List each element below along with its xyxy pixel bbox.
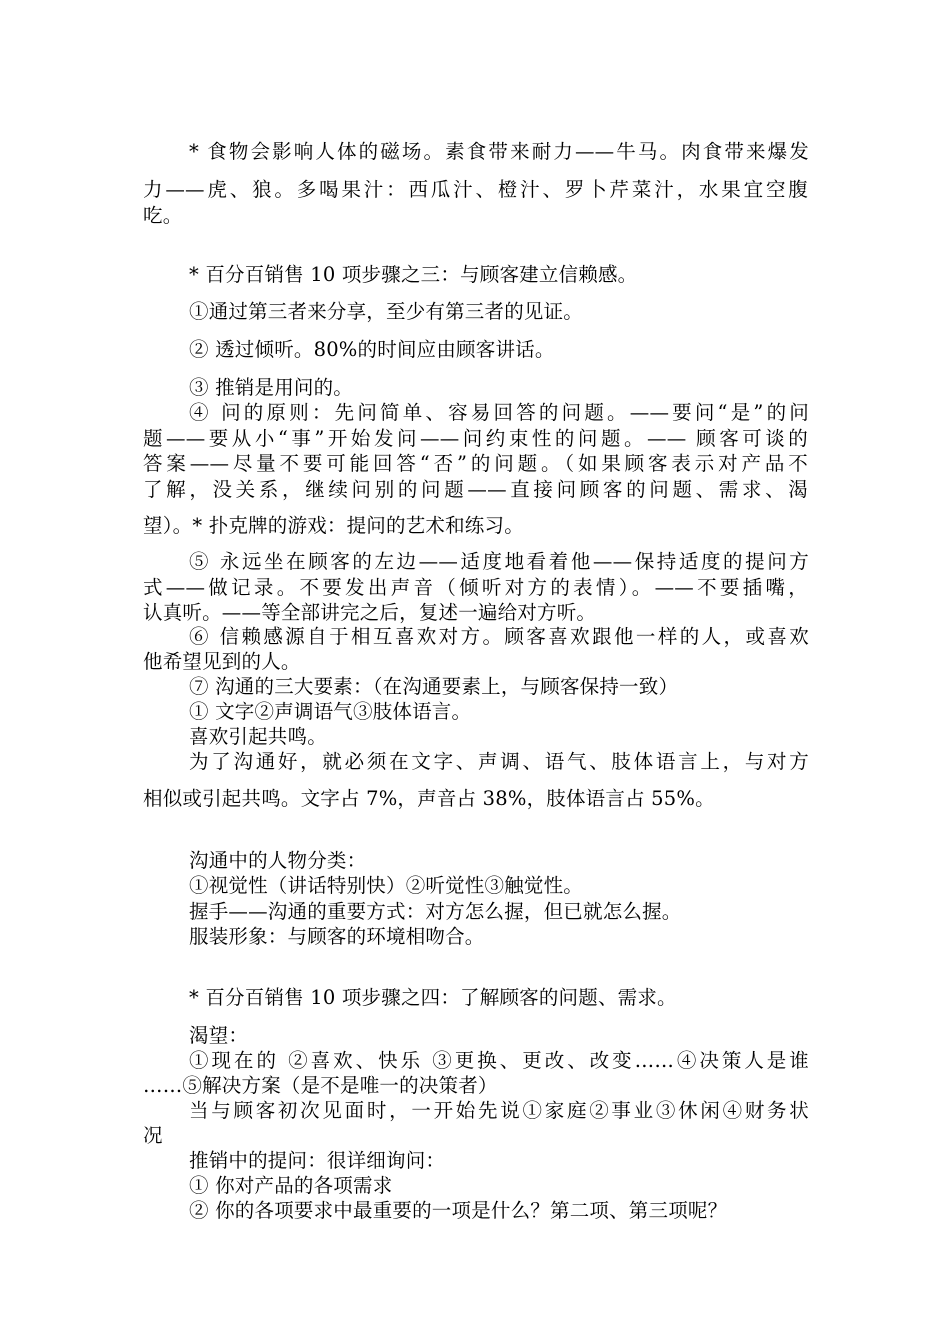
- text-line: ①通过第三者来分享，至少有第三者的见证。: [189, 300, 584, 323]
- text-line: 握手——沟通的重要方式：对方怎么握，但已就怎么握。: [189, 900, 682, 923]
- text-line: 望）。* 扑克牌的游戏：提问的艺术和练习。: [143, 514, 524, 537]
- text-line: 当与顾客初次见面时，一开始先说①家庭②事业③休闲④财务状: [189, 1099, 809, 1122]
- text-line: 他希望见到的人。: [143, 650, 301, 673]
- text-line: ①视觉性（讲话特别快）②听觉性③触觉性。: [189, 874, 584, 897]
- text-line: 题——要从小“事”开始发问——问约束性的问题。—— 顾客可谈的: [143, 427, 808, 450]
- text-line: 推销中的提问：很详细询问：: [189, 1149, 446, 1172]
- text-line: ⑥ 信赖感源自于相互喜欢对方。顾客喜欢跟他一样的人，或喜欢: [189, 625, 809, 648]
- text-line: ⑦ 沟通的三大要素：（在沟通要素上，与顾客保持一致）: [189, 675, 679, 698]
- text-line: 了解，没关系，继续问别的问题——直接问顾客的问题、需求、渴: [143, 478, 808, 501]
- text-line: ①现在的 ②喜欢、快乐 ③更换、更改、改变……④决策人是谁: [189, 1049, 809, 1072]
- text-line: 喜欢引起共鸣。: [189, 725, 327, 748]
- text-line: 服装形象：与顾客的环境相吻合。: [189, 925, 485, 948]
- text-line: 况: [143, 1124, 163, 1147]
- text-line: ② 透过倾听。80%的时间应由顾客讲话。: [189, 338, 555, 361]
- text-line: 答案——尽量不要可能回答“否”的问题。（如果顾客表示对产品不: [143, 452, 808, 475]
- text-line: 式——做记录。不要发出声音（倾听对方的表情）。——不要插嘴，: [143, 576, 808, 599]
- text-line: ……⑤解决方案（是不是唯一的决策者）: [143, 1074, 498, 1097]
- text-line: 力——虎、狼。多喝果汁：西瓜汁、橙汁、罗卜芹菜汁，水果宜空腹: [143, 178, 808, 201]
- text-line: ② 你的各项要求中最重要的一项是什么？第二项、第三项呢？: [189, 1199, 728, 1222]
- text-line: 沟通中的人物分类：: [189, 849, 367, 872]
- text-line: 吃。: [143, 204, 183, 227]
- section-heading: * 百分百销售 10 项步骤之四：了解顾客的问题、需求。: [189, 986, 677, 1009]
- section-heading: * 百分百销售 10 项步骤之三：与顾客建立信赖感。: [189, 263, 638, 286]
- text-line: ⑤ 永远坐在顾客的左边——适度地看着他——保持适度的提问方: [189, 550, 809, 573]
- text-line: 相似或引起共鸣。文字占 7%，声音占 38%，肢体语言占 55%。: [143, 787, 715, 810]
- text-line: ④ 问的原则：先问简单、容易回答的问题。——要问“是”的问: [189, 401, 809, 424]
- text-line: * 食物会影响人体的磁场。素食带来耐力——牛马。肉食带来爆发: [189, 140, 809, 163]
- text-line: 认真听。——等全部讲完之后，复述一遍给对方听。: [143, 601, 597, 624]
- text-line: 渴望：: [189, 1024, 249, 1047]
- text-line: 为了沟通好，就必须在文字、声调、语气、肢体语言上，与对方: [189, 750, 809, 773]
- text-line: ③ 推销是用问的。: [189, 376, 353, 399]
- text-line: ① 文字②声调语气③肢体语言。: [189, 700, 472, 723]
- text-line: ① 你对产品的各项需求: [189, 1174, 393, 1197]
